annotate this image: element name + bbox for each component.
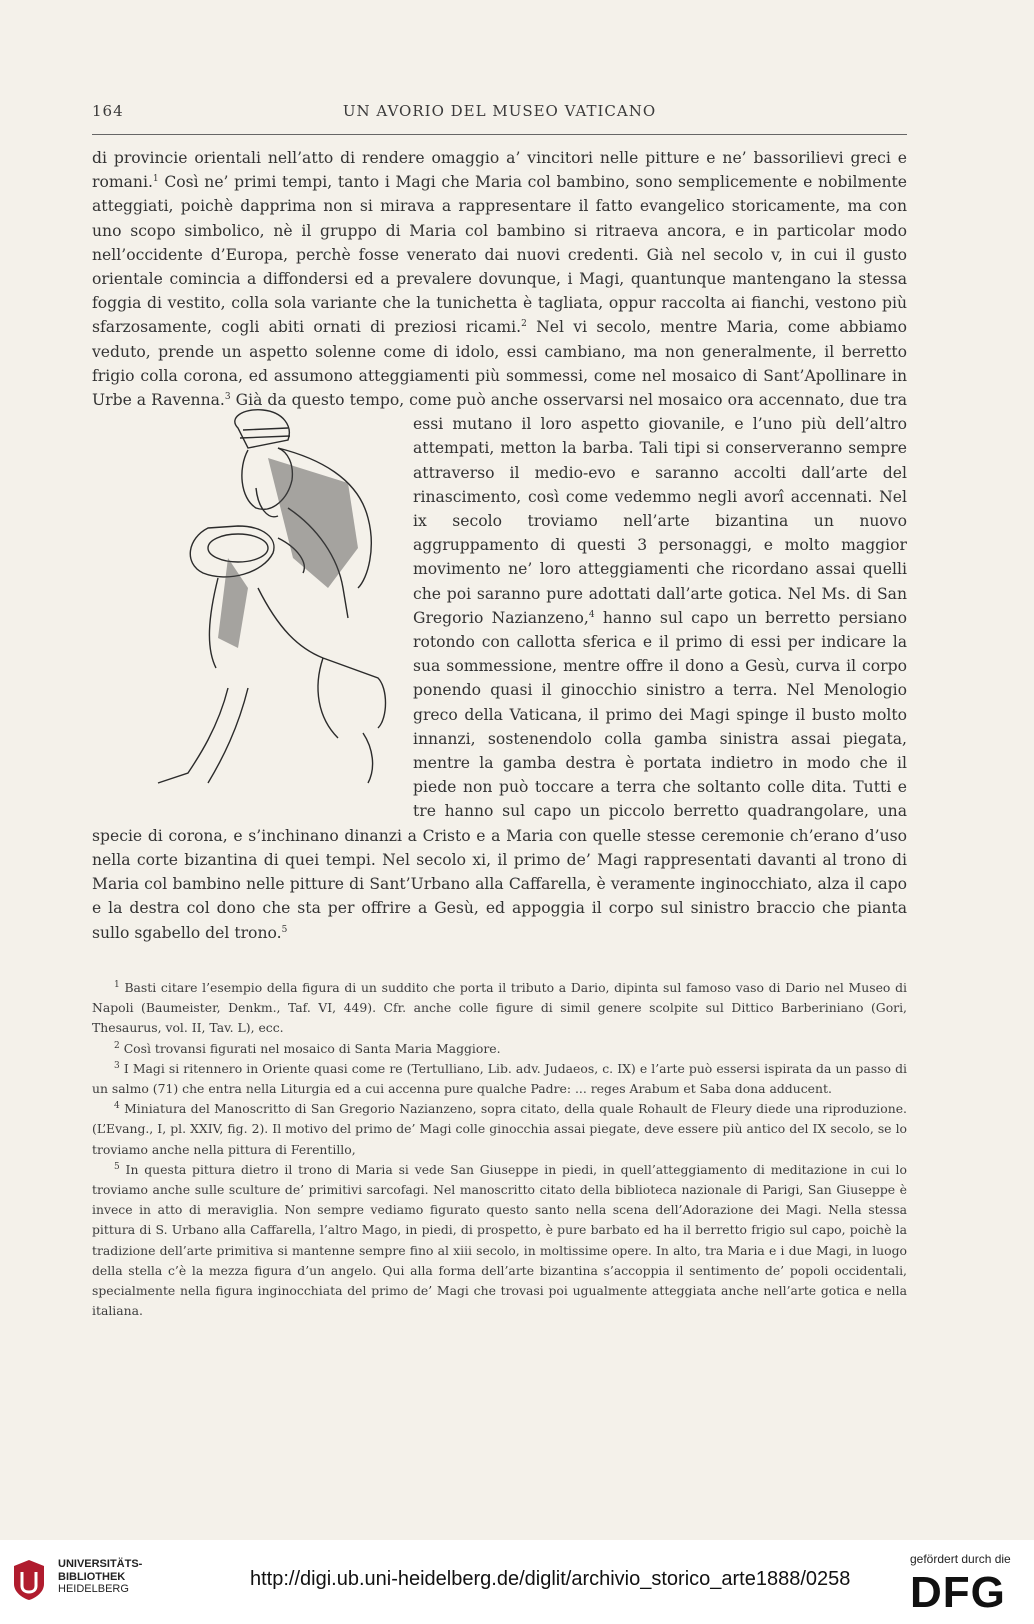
footnote-ref-5: 5 — [281, 924, 288, 935]
footnote-5: $^5$ In questa pittura dietro il trono di Maria si vede San Giuseppe in piedi, in quell’atteggiamento di meditazione in cui lo troviamo anche sulle sculture de’ primitivi sarcofagi. Nel manoscritto citato della biblioteca nazionale di Parigi, San Giuseppe è invece in atto di meraviglia. Non sempre vediamo figurato questo santo nella scena dell’Adorazione dei Magi. Nella stessa pittura di S. Urbano alla Caffarella, l’altro Mago, in piedi, di prospetto, è pure barbato ed ha il berretto frigio sul capo, poichè la tradizione dell’arte primitiva si mantenne sempre fino al xiii secolo, in moltissime opere. In alto, tra Maria e i due Magi, in luogo della stella c’è la mezza figura d’un angelo. Qui alla forma dell’arte bizantina s’accoppia il sentimento de’ popoli occidentali, specialmente nella figura inginocchiata del primo de’ Magi che trovasi poi ugualmente atteggiata anche nell’arte gotica e nella italiana. — [92, 1161, 907, 1319]
footnotes — [92, 978, 907, 1321]
header-rule — [92, 134, 907, 135]
source-url-link[interactable]: http://digi.ub.uni-heidelberg.de/diglit/archivio_storico_arte1888/0258 — [250, 1568, 851, 1590]
paragraph: di provincie orientali nell’atto di rendere omaggio a’ vincitori nelle pitture e ne’ bassorilievi greci e romani.$^1$ Così ne’ primi tempi, tanto i Magi che Maria col bambino, sono semplicemente e nobilmente atteggiati, poichè dapprima non si mirava a rappresentare il fatto evangelico storicamente, ma con uno scopo simbolico, nè il gruppo di Maria col bambino si ritraeva ancora, e in particolar modo nell’occidente d’Europa, perchè fosse venerato dai nuovi credenti. Già nel secolo v, in cui il gusto orientale comincia a diffondersi ed a prevalere dovunque, i Magi, quantunque mantengano la stessa foggia di vestito, colla sola variante che la tunichetta è tagliata, oppur raccolta ai fianchi, vestono più sfarzosamente, cogli abiti ornati di preziosi ricami.$^2$ Nel vi secolo, mentre Maria, come abbiamo veduto, prende un aspetto solenne come di idolo, essi cambiano, ma non generalmente, il berretto frigio colla corona, ed assumono atteggiamenti più sommessi, come nel mosaico di Sant’Apollinare in Urbe a Ravenna.$^3$ Già da questo tempo, come può anche osservarsi nel mosaico ora accennato, due tra essi mutano il loro aspetto giovanile, e l’uno più dell’altro attempati, metton la barba. Tali tipi si conserveranno sempre attraverso il medio-evo e saranno accolti dall’arte del rinascimento, così come vedemmo negli avorî accennati. Nel ix secolo troviamo nell’arte bizantina un nuovo aggruppamento di questi 3 personaggi, e molto maggior movimento ne’ loro atteggiamenti che ricordano assai quelli che poi saranno pure adottati dall’arte gotica. Nel Ms. di San Gregorio Nazianzeno,$^4$ hanno sul capo un berretto persiano rotondo con callotta sferica e il primo di essi per indicare la sua sommessione, mentre offre il dono a Gesù, curva il corpo ponendo quasi il ginocchio sinistro a terra. Nel Menologio greco della Vaticana, il primo dei Magi spinge il busto molto innanzi, sostenendolo colla gamba sinistra assai piegata, mentre la gamba destra è portata indietro in modo che il piede non può toccare a terra che soltanto colle dita. Tutti e tre hanno sul capo un piccolo berretto quadrangolare, una specie di corona, e s’inchinano dinanzi a Cristo e a Maria con quelle stesse ceremonie ch’erano d’uso nella corte bizantina di quei tempi. Nel secolo xi, il primo de’ Magi rappresentati davanti al trono di Maria col bambino nelle pitture di Sant’Urbano alla Caffarella, è veramente inginocchiato, alza il capo e la destra col dono che sta per offrire a Gesù, ed appoggia il corpo sul sinistro braccio che pianta sullo sgabello del trono.$^5$ — [92, 146, 907, 945]
footnote-ref-2: 2 — [521, 319, 527, 330]
footnote-4: $^4$ Miniatura del Manoscritto di San Gregorio Nazianzeno, sopra citato, della quale Rohault de Fleury diede una riproduzione. (L’Evang., I, pl. XXIV, fig. 2). Il motivo del primo de’ Magi colle ginocchia assai piegate, deve essere più antico del IX secolo, se lo troviamo anche nella pittura di Ferentillo, — [92, 1101, 907, 1157]
footer-bar — [0, 1544, 1034, 1624]
running-title: UN AVORIO DEL MUSEO VATICANO — [342, 102, 657, 120]
library-logo-icon — [10, 1558, 48, 1602]
funding-note: gefördert durch die — [910, 1552, 1011, 1566]
page-header — [92, 102, 907, 124]
page-number: 164 — [92, 102, 124, 120]
footnote-3: $^3$ I Magi si ritennero in Oriente quasi come re (Tertulliano, Lib. adv. Judaeos, c. IX) e l’arte può essersi ispirata da un passo di un salmo (71) che entra nella Liturgia ed a cui accenna pure qualche Padre: ... reges Arabum et Saba dona adducent. — [92, 1060, 907, 1097]
kneeling-magus-figure — [88, 388, 405, 808]
footnote-1: $^1$ Basti citare l’esempio della figura di un suddito che porta il tributo a Dario, dipinta sul famoso vaso di Dario nel Museo di Napoli (Baumeister, Denkm., Taf. VI, 449). Cfr. anche colle figure di simil genere scolpite sul Dittico Barberiniano (Gori, Thesaurus, vol. II, Tav. L), ecc. — [92, 979, 907, 1036]
library-name: UNIVERSITÄTS- BIBLIOTHEK HEIDELBERG — [58, 1558, 143, 1595]
footnote-2: $^2$ Così trovansi figurati nel mosaico di Santa Maria Maggiore. — [114, 1040, 501, 1056]
magus-illustration — [88, 388, 405, 808]
footnote-ref-4: 4 — [588, 609, 595, 620]
text-before-figure: Già da questo tempo, come può anche osservarsi nel mosaico ora accennato, due tra essi mutano il loro aspetto giovanile, e l’uno più dell’altro attempati, metton la barba. Tali tipi si conserveranno sempre attraverso il medio-evo e saranno accolti dall’arte del rinascimento, così come vedemmo negli avorî accennati. Nel ix secolo troviamo nell’arte bizantina un nuovo aggruppamento di questi 3 personaggi, e molto maggior movimento ne’ loro atteggiamenti che ricordano assai quelli che poi saranno pure adottati dall’arte gotica. Nel Ms. di San Gregorio Nazianzeno, — [230, 391, 907, 627]
dfg-logo: DFG — [910, 1568, 1006, 1617]
footnote-ref-3: 3 — [224, 391, 231, 402]
footnote-ref-1: 1 — [152, 174, 159, 185]
main-text — [92, 146, 907, 945]
